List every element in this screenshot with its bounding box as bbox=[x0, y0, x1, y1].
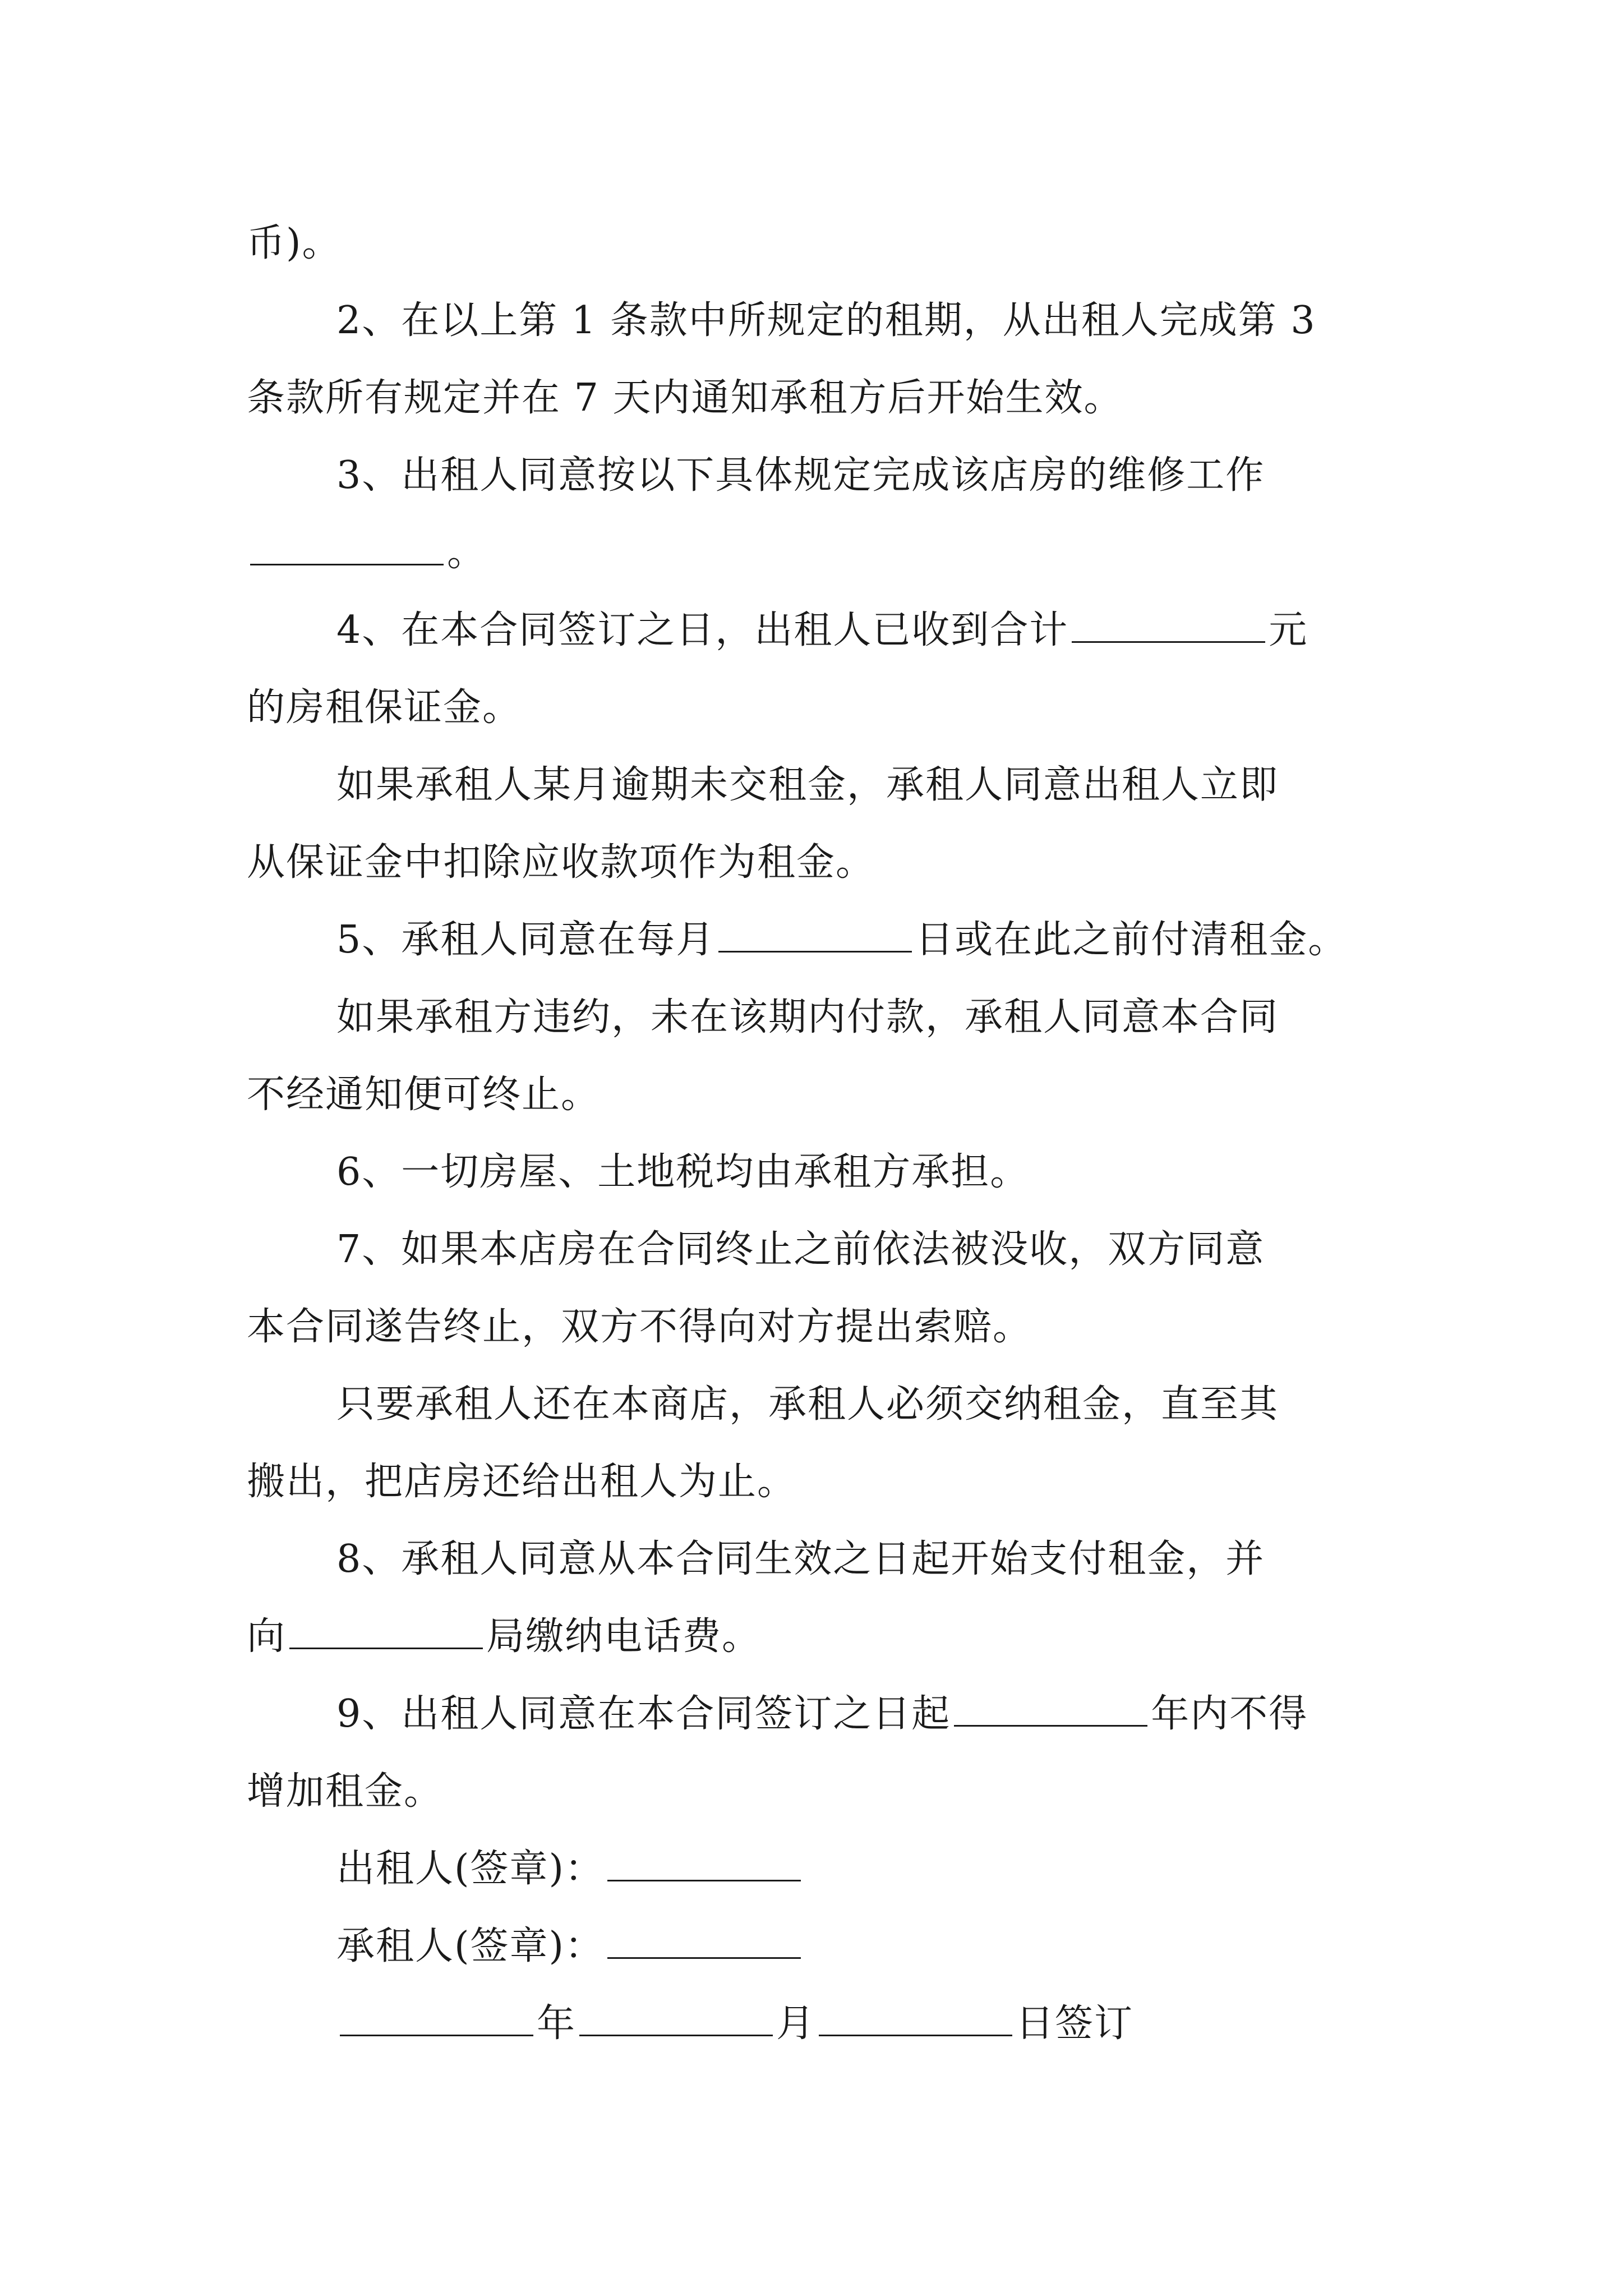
paragraph-line bbox=[247, 437, 1385, 514]
line-text: 向 bbox=[247, 1614, 287, 1659]
line-text: 日或在此之前付清租金。 bbox=[915, 918, 1348, 962]
paragraph-line bbox=[247, 1753, 1385, 1830]
paragraph-line bbox=[247, 1056, 1385, 1134]
line-text: 只要承租人还在本商店，承租人必须交纳租金，直至其 bbox=[336, 1382, 1279, 1427]
lessor-signature-label: 出租人(签章)： bbox=[336, 1847, 605, 1891]
line-text: 3、出租人同意按以下具体规定完成该店房的维修工作 bbox=[336, 453, 1265, 498]
paragraph-line bbox=[247, 1134, 1385, 1211]
line-text: 元 bbox=[1269, 608, 1308, 652]
paragraph-line bbox=[247, 747, 1385, 824]
fill-blank-phone-bureau[interactable] bbox=[289, 1614, 483, 1649]
line-text: 5、承租人同意在每月 bbox=[336, 918, 716, 962]
line-text: 本合同遂告终止，双方不得向对方提出索赔。 bbox=[247, 1305, 1032, 1349]
paragraph-line bbox=[247, 1521, 1385, 1598]
paragraph-line bbox=[247, 824, 1385, 901]
day-label: 日签订 bbox=[1016, 2001, 1134, 2046]
lessor-signature-line bbox=[247, 1830, 1385, 1908]
paragraph-line bbox=[247, 901, 1385, 979]
paragraph-line bbox=[247, 1366, 1385, 1443]
lessee-signature-line bbox=[247, 1908, 1385, 1985]
paragraph-line bbox=[247, 669, 1385, 747]
month-label: 月 bbox=[776, 2001, 816, 2046]
line-text: 9、出租人同意在本合同签订之日起 bbox=[336, 1692, 951, 1736]
line-text: 币)。 bbox=[247, 221, 342, 265]
paragraph-line bbox=[247, 1598, 1385, 1676]
paragraph-line bbox=[247, 1443, 1385, 1521]
lessee-signature-label: 承租人(签章)： bbox=[336, 1924, 605, 1968]
paragraph-line bbox=[247, 282, 1385, 360]
line-text: 年内不得 bbox=[1151, 1692, 1308, 1736]
signing-date-line bbox=[247, 1985, 1385, 2063]
fill-blank-repair-details[interactable] bbox=[250, 530, 444, 565]
line-text: 6、一切房屋、土地税均由承租方承担。 bbox=[336, 1150, 1030, 1194]
line-text: 增加租金。 bbox=[247, 1769, 444, 1814]
line-text: 如果承租方违约，未在该期内付款，承租人同意本合同 bbox=[336, 995, 1279, 1039]
signing-year-field[interactable] bbox=[340, 2001, 533, 2036]
fill-blank-payment-day[interactable] bbox=[718, 917, 912, 953]
lessor-signature-field[interactable] bbox=[607, 1846, 801, 1881]
line-text: 从保证金中扣除应收款项作为租金。 bbox=[247, 840, 875, 885]
paragraph-line bbox=[247, 514, 1385, 592]
paragraph-line bbox=[247, 1211, 1385, 1289]
line-text: 7、如果本店房在合同终止之前依法被没收，双方同意 bbox=[336, 1227, 1265, 1272]
signing-month-field[interactable] bbox=[579, 2001, 773, 2036]
paragraph-line bbox=[247, 205, 1385, 282]
paragraph-line bbox=[247, 1676, 1385, 1753]
year-label: 年 bbox=[537, 2001, 577, 2046]
line-text: 的房租保证金。 bbox=[247, 685, 522, 730]
document-body bbox=[247, 205, 1385, 2063]
line-text: 如果承租人某月逾期未交租金，承租人同意出租人立即 bbox=[336, 763, 1279, 807]
line-text: 。 bbox=[447, 531, 487, 575]
signing-day-field[interactable] bbox=[819, 2001, 1012, 2036]
paragraph-line bbox=[247, 1289, 1385, 1366]
line-text: 4、在本合同签订之日，出租人已收到合计 bbox=[336, 608, 1069, 652]
line-text: 8、承租人同意从本合同生效之日起开始支付租金，并 bbox=[336, 1537, 1265, 1581]
line-text: 搬出，把店房还给出租人为止。 bbox=[247, 1460, 797, 1504]
paragraph-line bbox=[247, 592, 1385, 669]
line-text: 条款所有规定并在 7 天内通知承租方后开始生效。 bbox=[247, 376, 1123, 420]
lessee-signature-field[interactable] bbox=[607, 1924, 801, 1959]
line-text: 局缴纳电话费。 bbox=[486, 1614, 762, 1659]
line-text: 2、在以上第 1 条款中所规定的租期，从出租人完成第 3 bbox=[336, 298, 1316, 343]
paragraph-line bbox=[247, 360, 1385, 437]
fill-blank-deposit-amount[interactable] bbox=[1072, 608, 1265, 643]
paragraph-line bbox=[247, 979, 1385, 1056]
line-text: 不经通知便可终止。 bbox=[247, 1073, 601, 1117]
fill-blank-years[interactable] bbox=[954, 1691, 1147, 1727]
